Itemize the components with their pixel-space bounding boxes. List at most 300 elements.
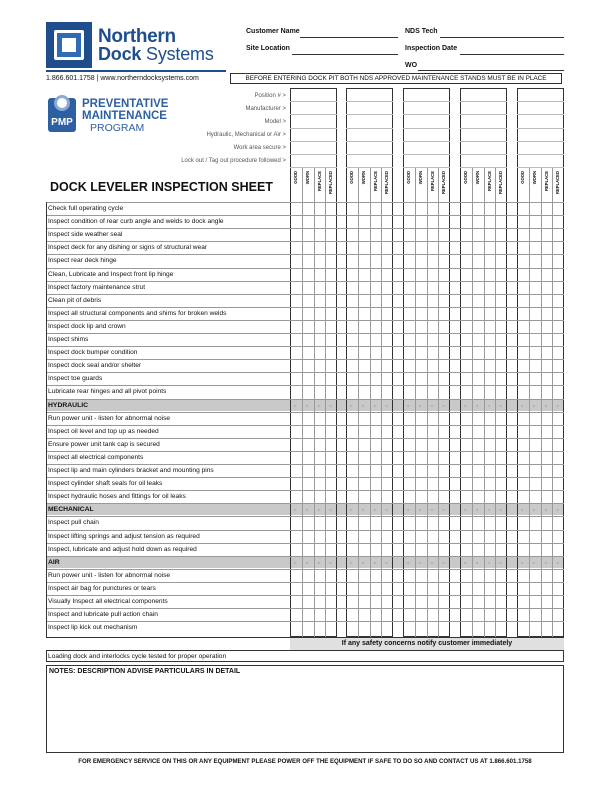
check-cell[interactable] (359, 229, 369, 240)
check-cell[interactable] (473, 491, 483, 502)
check-cell[interactable] (428, 229, 438, 240)
check-cell[interactable] (439, 478, 449, 489)
check-cell[interactable] (404, 334, 414, 345)
check-cell[interactable] (326, 544, 336, 555)
check-cell[interactable] (315, 269, 325, 280)
check-cell[interactable] (291, 386, 301, 397)
check-cell[interactable] (461, 596, 471, 607)
check-cell[interactable] (428, 373, 438, 384)
check-cell[interactable] (416, 282, 426, 293)
check-cell[interactable] (291, 622, 301, 633)
check-cell[interactable] (291, 373, 301, 384)
check-cell[interactable] (553, 308, 563, 319)
check-cell[interactable] (371, 622, 381, 633)
check-cell[interactable] (347, 570, 357, 581)
check-cell[interactable] (461, 373, 471, 384)
check-cell[interactable] (359, 386, 369, 397)
check-cell[interactable] (542, 426, 552, 437)
check-cell[interactable] (315, 373, 325, 384)
check-cell[interactable] (439, 544, 449, 555)
check-cell[interactable] (439, 517, 449, 528)
check-cell[interactable] (496, 531, 506, 542)
check-cell[interactable] (326, 609, 336, 620)
check-cell[interactable] (303, 321, 313, 332)
check-cell[interactable] (416, 386, 426, 397)
check-cell[interactable] (461, 452, 471, 463)
check-cell[interactable] (461, 570, 471, 581)
check-cell[interactable] (461, 583, 471, 594)
check-cell[interactable] (347, 282, 357, 293)
check-cell[interactable] (553, 242, 563, 253)
check-cell[interactable] (326, 373, 336, 384)
check-cell[interactable] (315, 386, 325, 397)
check-cell[interactable] (542, 386, 552, 397)
check-cell[interactable] (416, 360, 426, 371)
check-cell[interactable] (347, 242, 357, 253)
check-cell[interactable] (553, 517, 563, 528)
check-cell[interactable] (518, 517, 528, 528)
check-cell[interactable] (303, 426, 313, 437)
check-cell[interactable] (473, 413, 483, 424)
check-cell[interactable] (473, 622, 483, 633)
check-cell[interactable] (382, 334, 392, 345)
check-cell[interactable] (315, 321, 325, 332)
check-cell[interactable] (404, 622, 414, 633)
check-cell[interactable] (371, 609, 381, 620)
check-cell[interactable] (382, 269, 392, 280)
check-cell[interactable] (473, 295, 483, 306)
check-cell[interactable] (404, 360, 414, 371)
check-cell[interactable] (303, 491, 313, 502)
check-cell[interactable] (530, 321, 540, 332)
check-cell[interactable] (496, 465, 506, 476)
check-cell[interactable] (303, 242, 313, 253)
check-cell[interactable] (461, 465, 471, 476)
check-cell[interactable] (291, 583, 301, 594)
check-cell[interactable] (371, 386, 381, 397)
check-cell[interactable] (347, 609, 357, 620)
check-cell[interactable] (553, 282, 563, 293)
check-cell[interactable] (542, 478, 552, 489)
check-cell[interactable] (326, 269, 336, 280)
check-cell[interactable] (439, 308, 449, 319)
check-cell[interactable] (359, 334, 369, 345)
check-cell[interactable] (473, 465, 483, 476)
check-cell[interactable] (553, 334, 563, 345)
check-cell[interactable] (439, 295, 449, 306)
check-cell[interactable] (439, 426, 449, 437)
check-cell[interactable] (315, 255, 325, 266)
check-cell[interactable] (518, 583, 528, 594)
check-cell[interactable] (439, 216, 449, 227)
check-cell[interactable] (382, 347, 392, 358)
check-cell[interactable] (518, 386, 528, 397)
check-cell[interactable] (404, 386, 414, 397)
check-cell[interactable] (428, 203, 438, 214)
check-cell[interactable] (530, 426, 540, 437)
check-cell[interactable] (359, 216, 369, 227)
check-cell[interactable] (347, 295, 357, 306)
check-cell[interactable] (461, 255, 471, 266)
check-cell[interactable] (326, 229, 336, 240)
check-cell[interactable] (303, 570, 313, 581)
check-cell[interactable] (428, 413, 438, 424)
check-cell[interactable] (485, 360, 495, 371)
check-cell[interactable] (303, 269, 313, 280)
check-cell[interactable] (359, 622, 369, 633)
check-cell[interactable] (347, 439, 357, 450)
check-cell[interactable] (553, 295, 563, 306)
check-cell[interactable] (382, 308, 392, 319)
check-cell[interactable] (347, 478, 357, 489)
check-cell[interactable] (326, 295, 336, 306)
check-cell[interactable] (473, 452, 483, 463)
check-cell[interactable] (496, 229, 506, 240)
check-cell[interactable] (496, 203, 506, 214)
check-cell[interactable] (473, 242, 483, 253)
check-cell[interactable] (315, 544, 325, 555)
check-cell[interactable] (371, 269, 381, 280)
check-cell[interactable] (496, 413, 506, 424)
check-cell[interactable] (303, 373, 313, 384)
check-cell[interactable] (439, 255, 449, 266)
check-cell[interactable] (371, 255, 381, 266)
check-cell[interactable] (315, 216, 325, 227)
check-cell[interactable] (315, 413, 325, 424)
check-cell[interactable] (291, 282, 301, 293)
check-cell[interactable] (473, 583, 483, 594)
check-cell[interactable] (518, 360, 528, 371)
check-cell[interactable] (473, 216, 483, 227)
check-cell[interactable] (303, 478, 313, 489)
check-cell[interactable] (530, 216, 540, 227)
check-cell[interactable] (326, 386, 336, 397)
check-cell[interactable] (326, 255, 336, 266)
check-cell[interactable] (496, 622, 506, 633)
check-cell[interactable] (542, 255, 552, 266)
check-cell[interactable] (496, 373, 506, 384)
check-cell[interactable] (371, 295, 381, 306)
check-cell[interactable] (291, 229, 301, 240)
check-cell[interactable] (303, 531, 313, 542)
check-cell[interactable] (428, 269, 438, 280)
check-cell[interactable] (347, 465, 357, 476)
check-cell[interactable] (382, 478, 392, 489)
check-cell[interactable] (485, 531, 495, 542)
check-cell[interactable] (428, 491, 438, 502)
check-cell[interactable] (428, 255, 438, 266)
check-cell[interactable] (542, 596, 552, 607)
check-cell[interactable] (553, 426, 563, 437)
check-cell[interactable] (359, 269, 369, 280)
check-cell[interactable] (542, 452, 552, 463)
check-cell[interactable] (485, 347, 495, 358)
check-cell[interactable] (439, 269, 449, 280)
check-cell[interactable] (496, 347, 506, 358)
check-cell[interactable] (473, 531, 483, 542)
check-cell[interactable] (382, 229, 392, 240)
check-cell[interactable] (416, 465, 426, 476)
check-cell[interactable] (485, 269, 495, 280)
check-cell[interactable] (461, 360, 471, 371)
check-cell[interactable] (347, 531, 357, 542)
check-cell[interactable] (542, 242, 552, 253)
check-cell[interactable] (291, 596, 301, 607)
check-cell[interactable] (371, 242, 381, 253)
check-cell[interactable] (496, 517, 506, 528)
check-cell[interactable] (461, 203, 471, 214)
check-cell[interactable] (485, 596, 495, 607)
check-cell[interactable] (530, 334, 540, 345)
check-cell[interactable] (404, 282, 414, 293)
check-cell[interactable] (530, 308, 540, 319)
check-cell[interactable] (291, 321, 301, 332)
check-cell[interactable] (382, 622, 392, 633)
check-cell[interactable] (473, 517, 483, 528)
check-cell[interactable] (416, 413, 426, 424)
check-cell[interactable] (359, 465, 369, 476)
check-cell[interactable] (359, 242, 369, 253)
check-cell[interactable] (371, 334, 381, 345)
check-cell[interactable] (359, 517, 369, 528)
check-cell[interactable] (542, 216, 552, 227)
check-cell[interactable] (428, 426, 438, 437)
check-cell[interactable] (542, 282, 552, 293)
check-cell[interactable] (428, 452, 438, 463)
check-cell[interactable] (326, 517, 336, 528)
check-cell[interactable] (428, 308, 438, 319)
check-cell[interactable] (416, 491, 426, 502)
check-cell[interactable] (382, 517, 392, 528)
check-cell[interactable] (371, 531, 381, 542)
check-cell[interactable] (404, 452, 414, 463)
check-cell[interactable] (382, 439, 392, 450)
check-cell[interactable] (303, 334, 313, 345)
check-cell[interactable] (359, 439, 369, 450)
check-cell[interactable] (553, 570, 563, 581)
check-cell[interactable] (347, 596, 357, 607)
check-cell[interactable] (485, 242, 495, 253)
check-cell[interactable] (461, 242, 471, 253)
check-cell[interactable] (359, 360, 369, 371)
check-cell[interactable] (553, 269, 563, 280)
check-cell[interactable] (416, 373, 426, 384)
check-cell[interactable] (359, 583, 369, 594)
check-cell[interactable] (530, 609, 540, 620)
check-cell[interactable] (291, 347, 301, 358)
check-cell[interactable] (416, 570, 426, 581)
check-cell[interactable] (371, 583, 381, 594)
check-cell[interactable] (315, 334, 325, 345)
check-cell[interactable] (404, 544, 414, 555)
check-cell[interactable] (518, 216, 528, 227)
check-cell[interactable] (291, 216, 301, 227)
check-cell[interactable] (518, 570, 528, 581)
check-cell[interactable] (382, 242, 392, 253)
check-cell[interactable] (439, 229, 449, 240)
check-cell[interactable] (347, 544, 357, 555)
check-cell[interactable] (315, 242, 325, 253)
check-cell[interactable] (416, 216, 426, 227)
check-cell[interactable] (303, 622, 313, 633)
check-cell[interactable] (291, 478, 301, 489)
check-cell[interactable] (439, 386, 449, 397)
check-cell[interactable] (542, 609, 552, 620)
check-cell[interactable] (416, 544, 426, 555)
check-cell[interactable] (530, 373, 540, 384)
check-cell[interactable] (530, 203, 540, 214)
check-cell[interactable] (428, 282, 438, 293)
check-cell[interactable] (416, 478, 426, 489)
check-cell[interactable] (530, 583, 540, 594)
check-cell[interactable] (496, 360, 506, 371)
check-cell[interactable] (371, 347, 381, 358)
check-cell[interactable] (542, 583, 552, 594)
check-cell[interactable] (359, 308, 369, 319)
check-cell[interactable] (428, 570, 438, 581)
wo-field[interactable] (418, 70, 564, 71)
check-cell[interactable] (428, 531, 438, 542)
check-cell[interactable] (428, 334, 438, 345)
check-cell[interactable] (347, 583, 357, 594)
check-cell[interactable] (416, 334, 426, 345)
check-cell[interactable] (518, 347, 528, 358)
check-cell[interactable] (347, 452, 357, 463)
check-cell[interactable] (347, 216, 357, 227)
check-cell[interactable] (485, 478, 495, 489)
check-cell[interactable] (461, 334, 471, 345)
check-cell[interactable] (553, 596, 563, 607)
check-cell[interactable] (416, 347, 426, 358)
check-cell[interactable] (371, 465, 381, 476)
check-cell[interactable] (371, 517, 381, 528)
check-cell[interactable] (485, 609, 495, 620)
check-cell[interactable] (542, 544, 552, 555)
check-cell[interactable] (382, 426, 392, 437)
check-cell[interactable] (291, 413, 301, 424)
check-cell[interactable] (303, 216, 313, 227)
check-cell[interactable] (326, 531, 336, 542)
check-cell[interactable] (404, 269, 414, 280)
check-cell[interactable] (326, 570, 336, 581)
check-cell[interactable] (303, 360, 313, 371)
check-cell[interactable] (485, 255, 495, 266)
check-cell[interactable] (439, 439, 449, 450)
check-cell[interactable] (485, 426, 495, 437)
check-cell[interactable] (518, 544, 528, 555)
check-cell[interactable] (461, 413, 471, 424)
check-cell[interactable] (439, 203, 449, 214)
check-cell[interactable] (315, 531, 325, 542)
check-cell[interactable] (404, 308, 414, 319)
check-cell[interactable] (530, 295, 540, 306)
check-cell[interactable] (542, 413, 552, 424)
check-cell[interactable] (303, 413, 313, 424)
check-cell[interactable] (404, 609, 414, 620)
check-cell[interactable] (530, 478, 540, 489)
check-cell[interactable] (473, 282, 483, 293)
check-cell[interactable] (291, 426, 301, 437)
check-cell[interactable] (326, 347, 336, 358)
check-cell[interactable] (461, 478, 471, 489)
check-cell[interactable] (485, 386, 495, 397)
check-cell[interactable] (347, 255, 357, 266)
check-cell[interactable] (496, 295, 506, 306)
check-cell[interactable] (428, 465, 438, 476)
check-cell[interactable] (439, 373, 449, 384)
check-cell[interactable] (382, 544, 392, 555)
check-cell[interactable] (303, 386, 313, 397)
check-cell[interactable] (416, 321, 426, 332)
check-cell[interactable] (416, 596, 426, 607)
check-cell[interactable] (518, 452, 528, 463)
check-cell[interactable] (542, 360, 552, 371)
check-cell[interactable] (359, 255, 369, 266)
check-cell[interactable] (359, 531, 369, 542)
check-cell[interactable] (326, 203, 336, 214)
check-cell[interactable] (428, 360, 438, 371)
check-cell[interactable] (553, 229, 563, 240)
check-cell[interactable] (518, 255, 528, 266)
check-cell[interactable] (428, 439, 438, 450)
check-cell[interactable] (315, 308, 325, 319)
check-cell[interactable] (496, 269, 506, 280)
check-cell[interactable] (485, 452, 495, 463)
check-cell[interactable] (496, 426, 506, 437)
check-cell[interactable] (553, 531, 563, 542)
check-cell[interactable] (439, 465, 449, 476)
check-cell[interactable] (439, 321, 449, 332)
check-cell[interactable] (382, 321, 392, 332)
check-cell[interactable] (291, 295, 301, 306)
check-cell[interactable] (382, 216, 392, 227)
check-cell[interactable] (496, 282, 506, 293)
check-cell[interactable] (326, 334, 336, 345)
check-cell[interactable] (518, 282, 528, 293)
check-cell[interactable] (485, 517, 495, 528)
check-cell[interactable] (473, 269, 483, 280)
check-cell[interactable] (553, 465, 563, 476)
check-cell[interactable] (530, 622, 540, 633)
check-cell[interactable] (428, 216, 438, 227)
check-cell[interactable] (416, 295, 426, 306)
check-cell[interactable] (428, 622, 438, 633)
check-cell[interactable] (461, 321, 471, 332)
check-cell[interactable] (485, 413, 495, 424)
check-cell[interactable] (303, 295, 313, 306)
check-cell[interactable] (291, 517, 301, 528)
check-cell[interactable] (518, 269, 528, 280)
check-cell[interactable] (542, 517, 552, 528)
check-cell[interactable] (439, 334, 449, 345)
check-cell[interactable] (496, 216, 506, 227)
check-cell[interactable] (461, 531, 471, 542)
check-cell[interactable] (347, 360, 357, 371)
check-cell[interactable] (404, 465, 414, 476)
check-cell[interactable] (473, 373, 483, 384)
check-cell[interactable] (359, 282, 369, 293)
check-cell[interactable] (542, 308, 552, 319)
check-cell[interactable] (553, 478, 563, 489)
check-cell[interactable] (404, 531, 414, 542)
check-cell[interactable] (404, 242, 414, 253)
check-cell[interactable] (553, 583, 563, 594)
check-cell[interactable] (315, 478, 325, 489)
check-cell[interactable] (315, 465, 325, 476)
check-cell[interactable] (416, 242, 426, 253)
check-cell[interactable] (416, 439, 426, 450)
check-cell[interactable] (371, 229, 381, 240)
